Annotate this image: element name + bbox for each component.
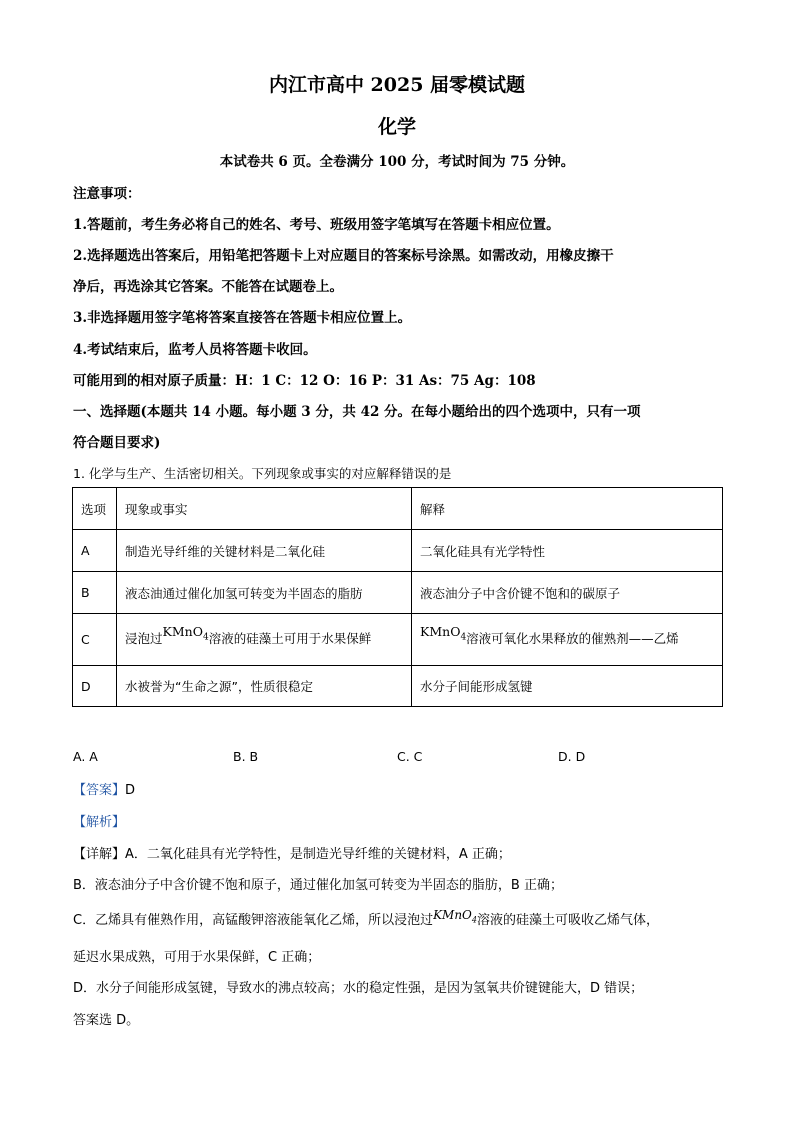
row-b-explanation: 液态油分子中含价键不饱和的碳原子 bbox=[412, 572, 723, 614]
detail-c-suffix: 溶液的硅藻土可吸收乙烯气体， bbox=[477, 913, 660, 928]
row-d-option: D bbox=[73, 666, 117, 707]
row-b-fact: 液态油通过催化加氢可转变为半固态的脂肪 bbox=[117, 572, 412, 614]
detail-a-text: A．二氧化硅具有光学特性，是制造光导纤维的关键材料，A 正确； bbox=[125, 847, 511, 862]
row-b-option: B bbox=[73, 572, 117, 614]
detail-b-line: B．液态油分子中含价键不饱和原子，通过催化加氢可转变为半固态的脂肪，B 正确； bbox=[73, 878, 563, 893]
detail-a-line bbox=[73, 843, 511, 862]
table-row bbox=[73, 666, 723, 707]
row-a-option: A bbox=[73, 530, 117, 572]
atomic-mass-line: 可能用到的相对原子质量：H：1 C：12 O：16 P：31 As：75 Ag：108 bbox=[73, 373, 536, 389]
options-table bbox=[72, 487, 723, 707]
question-1-stem: 1. 化学与生产、生活密切相关。下列现象或事实的对应解释错误的是 bbox=[73, 466, 452, 481]
row-c-option: C bbox=[73, 614, 117, 666]
section-heading-line-1: 一、选择题(本题共 14 小题。每小题 3 分，共 42 分。在每小题给出的四个选项中，只有一项 bbox=[73, 404, 641, 420]
detail-c-prefix: C．乙烯具有催熟作用，高锰酸钾溶液能氧化乙烯，所以浸泡过 bbox=[73, 913, 434, 928]
choice-d: D. D bbox=[558, 749, 586, 764]
row-c-explanation-text: 溶液可氧化水果释放的催熟剂——乙烯 bbox=[466, 631, 679, 647]
choice-c: C. C bbox=[397, 749, 423, 764]
notice-item-1: 1.答题前，考生务必将自己的姓名、考号、班级用签字笔填写在答题卡相应位置。 bbox=[73, 217, 560, 233]
kmno4-formula: KMnO$_4$ bbox=[433, 908, 477, 925]
notice-item-3: 3.非选择题用签字笔将答案直接答在答题卡相应位置上。 bbox=[73, 310, 412, 326]
table-row bbox=[73, 614, 723, 666]
notice-item-4: 4.考试结束后，监考人员将答题卡收回。 bbox=[73, 342, 317, 358]
table-header-row bbox=[73, 488, 723, 530]
answer-tag: 【答案】 bbox=[73, 783, 126, 798]
table-row bbox=[73, 530, 723, 572]
choice-b: B. B bbox=[233, 749, 259, 764]
kmno4-formula: KMnO$_4$ bbox=[162, 624, 209, 643]
detail-c-line-1 bbox=[73, 909, 659, 929]
row-d-explanation: 水分子间能形成氢键 bbox=[412, 666, 723, 707]
section-heading-line-2: 符合题目要求) bbox=[73, 435, 161, 451]
table-row bbox=[73, 572, 723, 614]
header-explanation: 解释 bbox=[412, 488, 723, 530]
row-c-fact-prefix: 浸泡过 bbox=[125, 631, 163, 647]
notice-item-2b: 净后，再选涂其它答案。不能答在试题卷上。 bbox=[73, 279, 343, 295]
exam-info: 本试卷共 6 页。全卷满分 100 分，考试时间为 75 分钟。 bbox=[219, 154, 575, 170]
detail-tag: 【详解】 bbox=[73, 847, 126, 862]
row-c-explanation bbox=[412, 614, 723, 666]
conclusion-line: 答案选 D。 bbox=[73, 1013, 140, 1028]
subject-title: 化学 bbox=[377, 116, 416, 138]
header-option: 选项 bbox=[73, 488, 117, 530]
row-a-explanation: 二氧化硅具有光学特性 bbox=[412, 530, 723, 572]
choice-a: A. A bbox=[73, 749, 98, 764]
row-d-fact: 水被誉为“生命之源”，性质很稳定 bbox=[117, 666, 412, 707]
analysis-tag: 【解析】 bbox=[73, 815, 126, 830]
notice-heading: 注意事项： bbox=[73, 186, 141, 202]
row-a-fact: 制造光导纤维的关键材料是二氧化硅 bbox=[117, 530, 412, 572]
detail-d-line: D．水分子间能形成氢键，导致水的沸点较高；水的稳定性强，是因为氢氧共价键键能大，D 错误； bbox=[73, 981, 644, 996]
notice-item-2a: 2.选择题选出答案后，用铅笔把答题卡上对应题目的答案标号涂黑。如需改动，用橡皮擦干 bbox=[73, 248, 614, 264]
detail-c-line-2: 延迟水果成熟，可用于水果保鲜，C 正确； bbox=[73, 950, 321, 965]
analysis-line bbox=[73, 811, 125, 830]
answer-value: D bbox=[125, 783, 136, 798]
kmno4-formula: KMnO$_4$ bbox=[420, 624, 467, 643]
row-c-fact bbox=[117, 614, 412, 666]
answer-line bbox=[73, 779, 135, 798]
row-c-fact-suffix: 溶液的硅藻土可用于水果保鲜 bbox=[208, 631, 372, 647]
exam-title: 内江市高中 2025 届零模试题 bbox=[268, 74, 526, 96]
header-fact: 现象或事实 bbox=[117, 488, 412, 530]
